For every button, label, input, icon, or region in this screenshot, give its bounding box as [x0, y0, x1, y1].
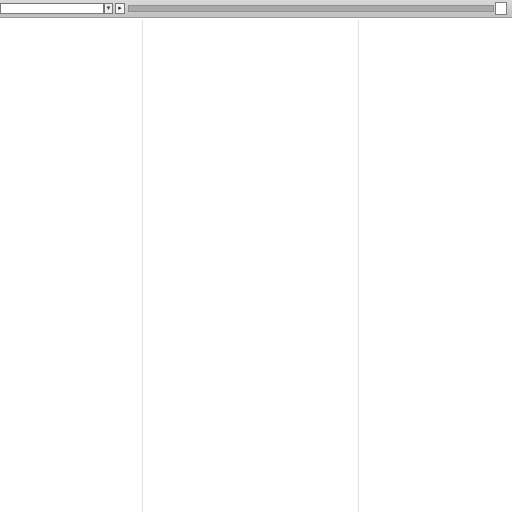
column-divider — [142, 20, 143, 512]
toolbar-right-button[interactable] — [495, 2, 507, 15]
chevron-down-icon: ▾ — [106, 4, 111, 12]
go-button[interactable] — [115, 3, 125, 14]
right-column — [364, 22, 510, 512]
arrow-right-icon: ▸ — [118, 4, 122, 12]
address-dropdown-button[interactable] — [104, 3, 113, 14]
column-divider — [358, 20, 359, 512]
progress-bar — [128, 5, 494, 12]
address-input[interactable] — [0, 3, 104, 14]
middle-column — [150, 22, 352, 512]
toolbar — [0, 0, 512, 18]
left-column — [2, 22, 134, 512]
